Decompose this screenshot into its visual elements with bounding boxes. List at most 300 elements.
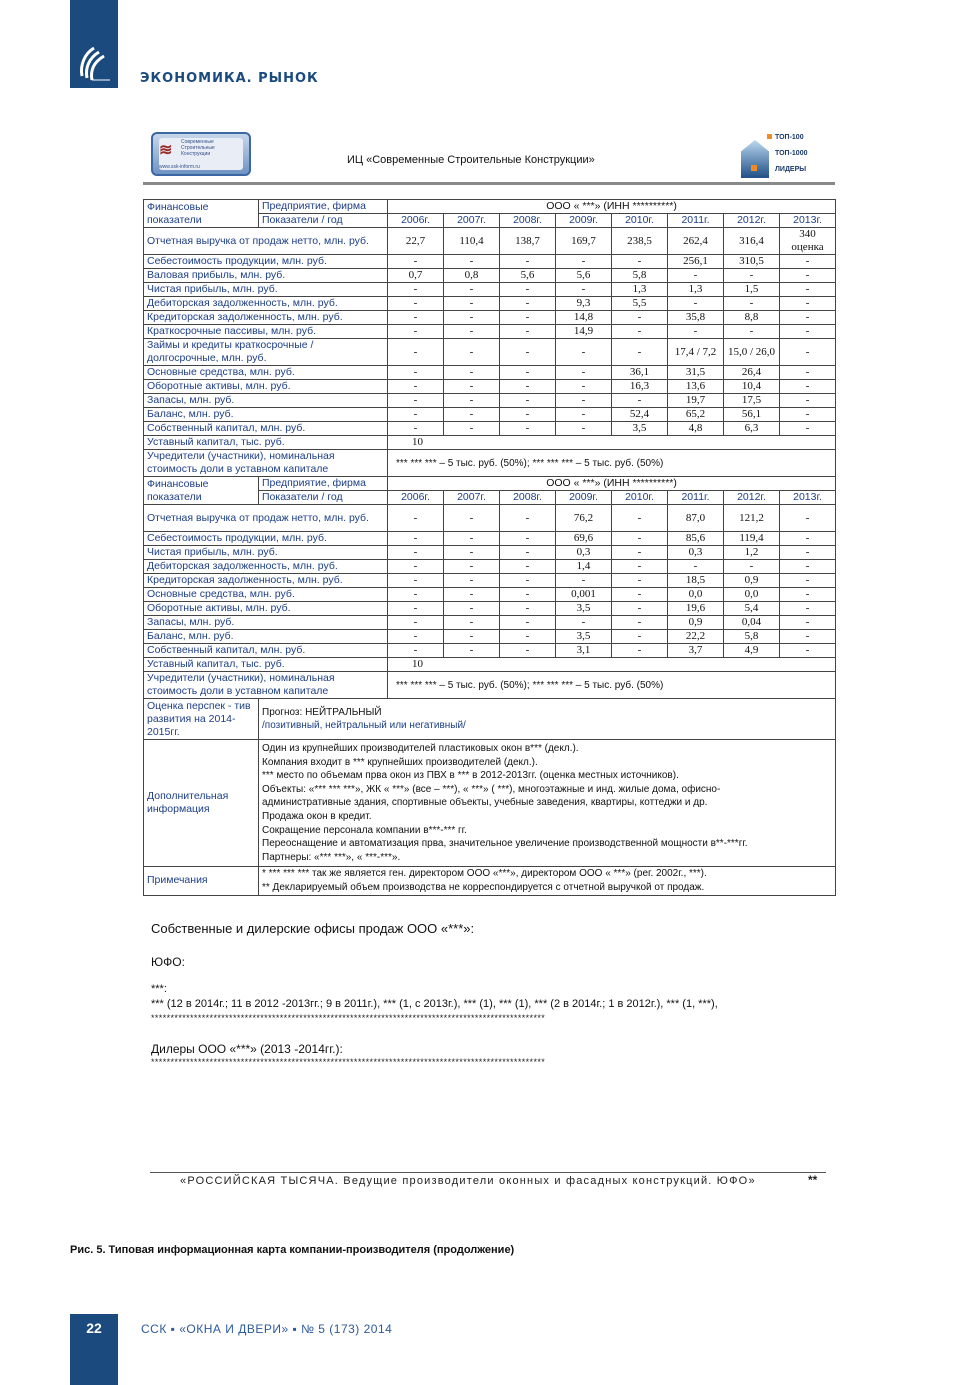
cell-value: 17,4 / 7,2 [668,339,724,366]
cell-value: - [500,311,556,325]
offices-list-redacted: ***************************************************************************************************** [151,1013,546,1023]
charter-capital-label: Уставный капитал, тыс. руб. [144,436,388,450]
year-header: 2007г. [444,491,500,505]
cell-value: 56,1 [724,408,780,422]
row-label: Чистая прибыль, млн. руб. [144,546,388,560]
founders-value: *** *** *** – 5 тыс. руб. (50%); *** *** *** – 5 тыс. руб. (50%) [388,450,836,477]
charter-capital-row [144,436,836,450]
table-row [144,380,836,394]
row-label: Себестоимость продукции, млн. руб. [144,532,388,546]
cell-value: - [612,546,668,560]
cell-value: - [668,325,724,339]
cell-value: - [444,380,500,394]
cell-value: - [780,574,836,588]
cell-value: - [724,325,780,339]
table-row [144,602,836,616]
notes-row [144,867,836,895]
cell-value: - [556,339,612,366]
cell-value: - [612,560,668,574]
magazine-logo-icon [76,42,112,82]
note-line: ** Декларируемый объем производства не корреспондируется с отчетной выручкой от продаж. [262,881,705,893]
table-row [144,394,836,408]
cell-value: - [388,380,444,394]
cell-value: - [388,422,444,436]
row-label: Баланс, млн. руб. [144,630,388,644]
cell-value: 18,5 [668,574,724,588]
outlook-value [259,699,836,740]
cell-value: - [444,394,500,408]
cell-value: - [500,532,556,546]
year-header: 2012г. [724,491,780,505]
additional-info-line: Один из крупнейших производителей пластиковых окон в*** (декл.). [262,743,579,754]
charter-capital-row [144,658,836,672]
cell-value: - [500,574,556,588]
header-financial-indicators: Финансовые показатели [144,477,259,505]
cell-value: - [612,339,668,366]
cell-value: - [500,325,556,339]
cell-value: - [388,630,444,644]
year-header: 2008г. [500,214,556,228]
cell-value: 15,0 / 26,0 [724,339,780,366]
cell-value: - [388,408,444,422]
table-row [144,574,836,588]
page-number-box [70,1314,118,1385]
financial-table [143,199,836,896]
table-row [144,505,836,532]
offices-city: ***: [151,983,167,995]
cell-value: - [388,339,444,366]
cell-value: 10,4 [724,380,780,394]
notes-text [259,867,836,895]
brand-sidebar-top [70,0,118,88]
table-row [144,408,836,422]
row-label: Оборотные активы, млн. руб. [144,380,388,394]
year-header: 2011г. [668,491,724,505]
table-row [144,311,836,325]
cell-value: - [780,339,836,366]
cell-value: 52,4 [612,408,668,422]
row-label: Запасы, млн. руб. [144,616,388,630]
cell-value: 0,9 [724,574,780,588]
cell-value: 19,6 [668,602,724,616]
cell-value: 13,6 [668,380,724,394]
additional-info-line: Сокращение персонала компании в***-*** гг. [262,824,467,836]
card-header [143,130,835,185]
header-org-name: ИЦ «Современные Строительные Конструкции» [347,154,595,166]
cell-value: - [388,255,444,269]
cell-value: - [388,588,444,602]
company-name: ООО « ***» (ИНН **********) [388,477,836,491]
cell-value: 1,2 [724,546,780,560]
logo-line: Современные [181,139,214,145]
cell-value: 256,1 [668,255,724,269]
cell-value: - [612,325,668,339]
cell-value: - [500,505,556,532]
cell-value: 8,8 [724,311,780,325]
cell-value: - [388,297,444,311]
footer-quote: «РОССИЙСКАЯ ТЫСЯЧА. Ведущие производители оконных и фасадных конструкций. ЮФО» [180,1175,756,1187]
additional-info-line: Переоснащение и автоматизация прва, значительное увеличение производственной мощности в**-***гг. [262,838,748,850]
cell-value: 5,5 [612,297,668,311]
cell-value: - [444,588,500,602]
cell-value: 3,1 [556,644,612,658]
row-label: Займы и кредиты краткосрочные / долгосрочные, млн. руб. [144,339,388,366]
row-label: Краткосрочные пассивы, млн. руб. [144,325,388,339]
year-header: 2006г. [388,214,444,228]
cell-value: - [612,532,668,546]
cell-value: - [612,394,668,408]
cell-value: - [444,408,500,422]
cell-value: - [444,505,500,532]
table-row [144,588,836,602]
ssk-swoosh-icon: ≋ [159,142,173,159]
cell-value: 87,0 [668,505,724,532]
offices-title: Собственные и дилерские офисы продаж ООО «***»: [151,921,475,936]
footer-divider [150,1172,826,1173]
cell-value: 0,0 [668,588,724,602]
logo-line: Конструкции [181,151,211,157]
row-label: Собственный капитал, млн. руб. [144,644,388,658]
cell-value: - [500,283,556,297]
cell-value: - [444,311,500,325]
cell-value: - [780,644,836,658]
row-label: Отчетная выручка от продаж нетто, млн. руб. [144,228,388,255]
cell-value: 0,04 [724,616,780,630]
cell-value: 76,2 [556,505,612,532]
cell-value: 1,5 [724,283,780,297]
cell-value: - [612,616,668,630]
cell-value: - [612,255,668,269]
cell-value: - [388,532,444,546]
cell-value: - [556,255,612,269]
cell-value: - [444,616,500,630]
additional-info-row [144,740,836,867]
charter-capital-value: 10 [388,658,836,672]
cell-value: - [780,630,836,644]
cell-value: 1,3 [668,283,724,297]
cell-value: 0,3 [668,546,724,560]
cell-value: - [556,408,612,422]
cell-value: 17,5 [724,394,780,408]
cell-value: 138,7 [500,228,556,255]
cell-value: - [780,532,836,546]
table-row [144,255,836,269]
cell-value: - [724,269,780,283]
cell-value: 110,4 [444,228,500,255]
cell-value: 36,1 [612,366,668,380]
cell-value: - [500,616,556,630]
cell-value: 121,2 [724,505,780,532]
year-header: 2011г. [668,214,724,228]
cell-value: 6,3 [724,422,780,436]
company-name: ООО « ***» (ИНН **********) [388,200,836,214]
cell-value: 3,7 [668,644,724,658]
cell-value: 14,8 [556,311,612,325]
cell-value: 3,5 [612,422,668,436]
cell-value: - [668,269,724,283]
cell-value: - [556,366,612,380]
cell-value: - [500,255,556,269]
cell-value: - [780,325,836,339]
cell-value: - [388,644,444,658]
cell-value: - [780,408,836,422]
year-header: 2012г. [724,214,780,228]
founders-label: Учредители (участники), номинальная стоимость доли в уставном капитале [144,672,388,699]
cell-value: 5,8 [612,269,668,283]
cell-value: 69,6 [556,532,612,546]
table-row [144,630,836,644]
cell-value: - [780,297,836,311]
cell-value: - [612,505,668,532]
note-line: * *** *** *** так же является ген. директором ООО «***», директором ООО « ***» (рег. 2002г., ***). [262,868,707,880]
cell-value: - [444,366,500,380]
page-number: 22 [86,1320,102,1336]
table-row [144,297,836,311]
row-label: Себестоимость продукции, млн. руб. [144,255,388,269]
table-row [144,616,836,630]
charter-capital-value: 10 [388,436,836,450]
ssk-logo [151,132,251,176]
additional-info-line: Партнеры: «*** ***», « ***-***». [262,851,401,863]
offices-region: ЮФО: [151,955,185,969]
year-header: 2008г. [500,491,556,505]
offices-list: *** (12 в 2014г.; 11 в 2012 -2013гг.; 9 в 2011г.), *** (1, с 2013г.), *** (1), *** (1), *** (2 в 2014г.; 1 в 2012г.), *** (1, ***), [151,998,718,1010]
header-enterprise: Предприятие, фирма [259,200,388,214]
table-row [144,644,836,658]
footer-stars: ** [808,1173,818,1187]
cell-value: - [612,602,668,616]
company-header-row [144,200,836,214]
cell-value: 3,5 [556,630,612,644]
cell-value: 310,5 [724,255,780,269]
cell-value: 35,8 [668,311,724,325]
cell-value: - [780,560,836,574]
cell-value: 65,2 [668,408,724,422]
founders-row [144,672,836,699]
cell-value: - [780,311,836,325]
cell-value: - [556,283,612,297]
cell-value: - [780,616,836,630]
cell-value: - [388,283,444,297]
additional-info-line: Компания входит в *** крупнейших производителей (декл.). [262,756,538,768]
charter-capital-label: Уставный капитал, тыс. руб. [144,658,388,672]
cell-value: - [612,574,668,588]
logo-line: ЛИДЕРЫ [775,166,807,173]
year-header: 2006г. [388,491,444,505]
cell-value: 0,7 [388,269,444,283]
table-row [144,283,836,297]
cell-value: 26,4 [724,366,780,380]
year-header: 2010г. [612,214,668,228]
journal-info: ССК ▪ «ОКНА И ДВЕРИ» ▪ № 5 (173) 2014 [141,1322,393,1336]
cell-value: - [556,422,612,436]
cell-value: 5,6 [556,269,612,283]
cell-value: 1,3 [612,283,668,297]
row-label: Дебиторская задолженность, млн. руб. [144,560,388,574]
cell-value: 5,8 [724,630,780,644]
cell-value: 19,7 [668,394,724,408]
cell-value: - [556,574,612,588]
cell-value: 9,3 [556,297,612,311]
cell-value: - [500,630,556,644]
outlook-label: Оценка перспек - тив развития на 2014-2015гг. [144,699,259,740]
cell-value: 31,5 [668,366,724,380]
cell-value: - [444,297,500,311]
cell-value: 262,4 [668,228,724,255]
year-header: 2009г. [556,491,612,505]
cell-value: - [556,616,612,630]
row-label: Кредиторская задолженность, млн. руб. [144,574,388,588]
table-row [144,228,836,255]
cell-value: - [780,588,836,602]
cell-value: 4,9 [724,644,780,658]
cell-value: - [780,380,836,394]
cell-value: - [444,602,500,616]
row-label: Баланс, млн. руб. [144,408,388,422]
cell-value: - [500,339,556,366]
cell-value: - [780,422,836,436]
notes-label: Примечания [144,867,259,895]
cell-value: 4,8 [668,422,724,436]
table-row [144,532,836,546]
cell-value: 238,5 [612,228,668,255]
cell-value: - [780,394,836,408]
cell-value: - [500,297,556,311]
additional-info-line: Объекты: «*** *** ***», ЖК « ***» (все – ***), « ***» ( ***), многоэтажные и инд. жилые дома, офисно- [262,783,721,795]
cell-value: - [500,602,556,616]
cell-value: 16,3 [612,380,668,394]
cell-value: - [500,380,556,394]
cell-value: 316,4 [724,228,780,255]
cell-value: - [444,630,500,644]
cell-value: - [500,588,556,602]
cell-value: - [388,505,444,532]
cell-value: - [444,325,500,339]
founders-row [144,450,836,477]
cell-value: 0,9 [668,616,724,630]
logo-line: ТОП-100 [775,134,804,141]
header-financial-indicators: Финансовые показатели [144,200,259,228]
cell-value: - [780,366,836,380]
header-indicators-year: Показатели / год [259,491,388,505]
table-row [144,325,836,339]
cell-value: - [780,255,836,269]
additional-info-line: Продажа окон в кредит. [262,810,372,822]
cell-value: - [780,269,836,283]
table-row [144,269,836,283]
row-label: Дебиторская задолженность, млн. руб. [144,297,388,311]
logo-url: www.ssk-inform.ru [159,164,200,170]
cell-value: 0,3 [556,546,612,560]
table-row [144,546,836,560]
cell-value: 85,6 [668,532,724,546]
cell-value: - [388,394,444,408]
table-row [144,422,836,436]
cell-value: - [444,644,500,658]
additional-info-text [259,740,836,867]
cell-value: 22,7 [388,228,444,255]
additional-info-line: *** место по объемам прва окон из ПВХ в *** в 2012-2013гг. (оценка местных источников). [262,770,679,782]
cell-value: - [780,283,836,297]
cell-value: - [500,408,556,422]
table-row [144,339,836,366]
cell-value: - [668,297,724,311]
logo-line: Строительные [181,145,215,151]
row-label: Основные средства, млн. руб. [144,366,388,380]
year-header: 2013г. [780,491,836,505]
cell-value: 119,4 [724,532,780,546]
cell-value: 340 оценка [780,228,836,255]
house-icon [741,140,769,178]
row-label: Запасы, млн. руб. [144,394,388,408]
cell-value: - [444,339,500,366]
forecast-text: Прогноз: НЕЙТРАЛЬНЫЙ [262,707,382,718]
cell-value: - [388,546,444,560]
cell-value: 0,0 [724,588,780,602]
cell-value: - [388,311,444,325]
header-indicators-year: Показатели / год [259,214,388,228]
cell-value: - [724,297,780,311]
cell-value: - [612,644,668,658]
cell-value: - [388,325,444,339]
cell-value: - [444,422,500,436]
cell-value: 3,5 [556,602,612,616]
cell-value: - [556,380,612,394]
year-header: 2007г. [444,214,500,228]
cell-value: - [388,602,444,616]
cell-value: - [612,588,668,602]
cell-value: - [444,283,500,297]
row-label: Оборотные активы, млн. руб. [144,602,388,616]
row-label: Отчетная выручка от продаж нетто, млн. руб. [144,505,388,532]
figure-caption: Рис. 5. Типовая информационная карта компании-производителя (продолжение) [70,1244,515,1256]
cell-value: - [500,644,556,658]
cell-value: - [780,546,836,560]
cell-value: - [500,394,556,408]
cell-value: - [388,574,444,588]
header-enterprise: Предприятие, фирма [259,477,388,491]
table-row [144,366,836,380]
cell-value: 22,2 [668,630,724,644]
cell-value: - [612,311,668,325]
founders-label: Учредители (участники), номинальная стоимость доли в уставном капитале [144,450,388,477]
cell-value: - [444,546,500,560]
year-header: 2009г. [556,214,612,228]
cell-value: - [612,630,668,644]
section-title: ЭКОНОМИКА. РЫНОК [140,71,319,86]
cell-value: - [780,505,836,532]
cell-value: - [500,560,556,574]
cell-value: 14,9 [556,325,612,339]
outlook-row [144,699,836,740]
cell-value: - [388,560,444,574]
cell-value: - [500,422,556,436]
cell-value: 5,4 [724,602,780,616]
cell-value: - [444,560,500,574]
row-label: Кредиторская задолженность, млн. руб. [144,311,388,325]
additional-info-line: административные здания, спортивные объекты, учебные заведения, квартиры, коттеджи и др. [262,797,708,809]
cell-value: 5,6 [500,269,556,283]
cell-value: - [500,546,556,560]
additional-info-label: Дополнительная информация [144,740,259,867]
cell-value: - [500,366,556,380]
top-1000-logo [741,130,821,180]
cell-value: - [388,366,444,380]
cell-value: 1,4 [556,560,612,574]
cell-value: 0,8 [444,269,500,283]
company-header-row [144,477,836,491]
row-label: Собственный капитал, млн. руб. [144,422,388,436]
